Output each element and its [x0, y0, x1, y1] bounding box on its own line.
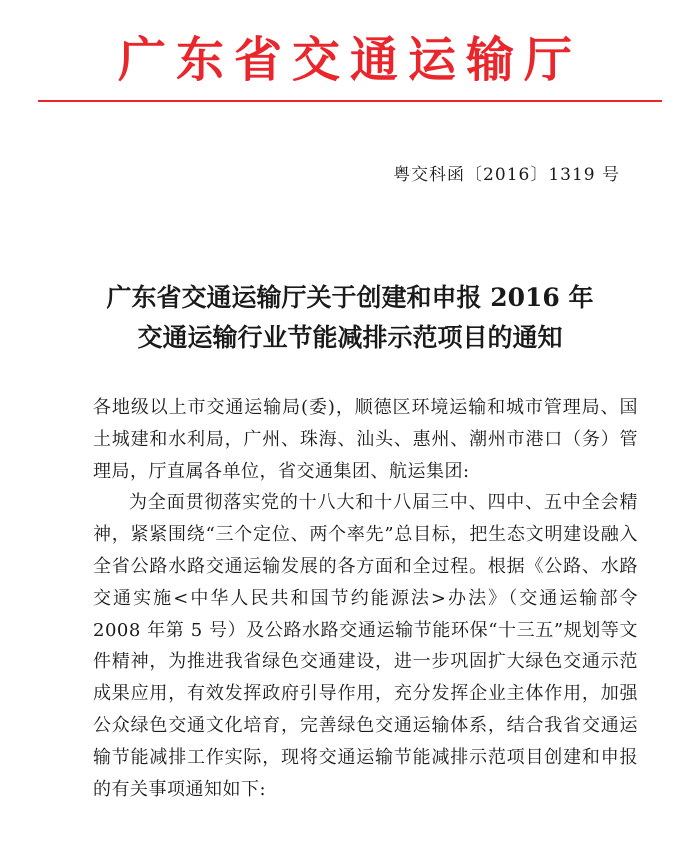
document-title — [60, 278, 640, 358]
agency-masthead: 广东省交通运输厅 — [117, 32, 582, 88]
addressees-paragraph: 各地级以上市交通运输局(委)，顺德区环境运输和城市管理局、国土城建和水利局，广州、珠海、汕头、惠州、潮州市港口（务）管理局，厅直属各单位，省交通集团、航运集团: — [93, 397, 638, 482]
document-number: 粤交科函〔2016〕1319 号 — [393, 165, 620, 185]
document-body — [93, 392, 638, 805]
document-title-line-2: 交通运输行业节能减排示范项目的通知 — [137, 323, 563, 352]
document-title-line-1: 广东省交通运输厅关于创建和申报 2016 年 — [106, 283, 594, 312]
body-paragraph-1: 为全面贯彻落实党的十八大和十八届三中、四中、五中全会精神，紧紧围绕“三个定位、两个率先”总目标，把生态文明建设融入全省公路水路交通运输发展的各方面和全过程。根据《公路、水路交通实施<中华人民共和国节约能源法>办法》（交通运输部令 2008 年第 5 号）及公路水路交通运输节能环保“十三五”规划等文件精神，为推进我省绿色交通建设，进一步巩固扩大绿色交通示范成果应用，有效发挥政府引导作用，充分发挥企业主体作用，加强公众绿色交通文化培育，完善绿色交通运输体系，结合我省交通运输节能减排工作实际，现将交通运输节能减排示范项目创建和申报的有关事项通知如下: — [93, 492, 638, 800]
red-header-rule — [38, 100, 662, 102]
